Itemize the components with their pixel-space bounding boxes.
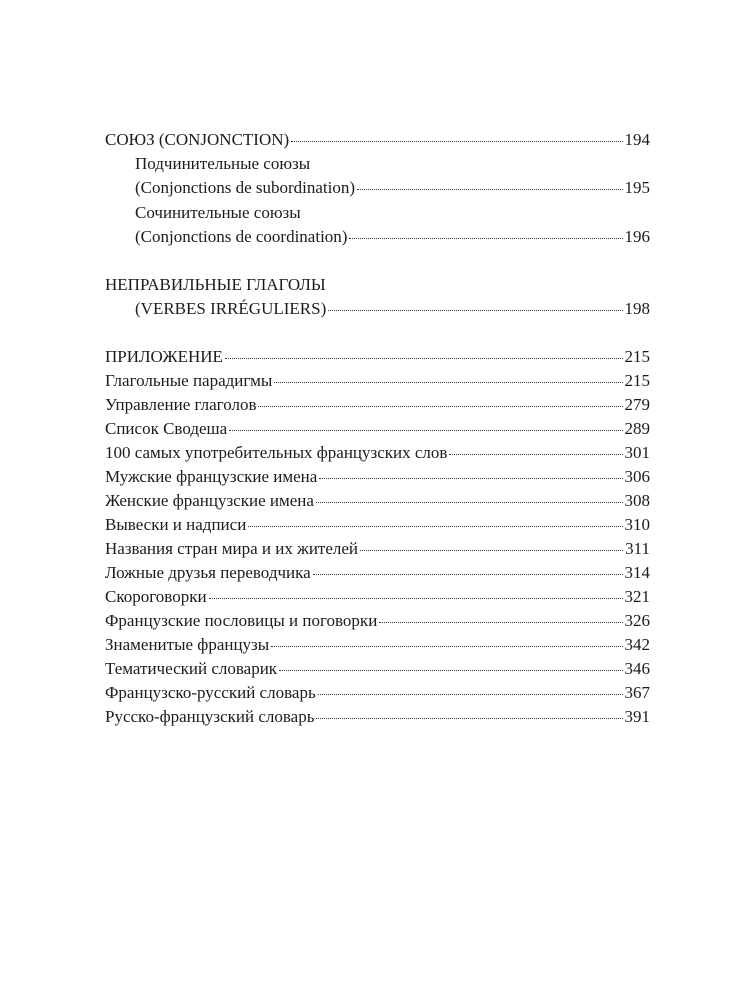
toc-page-number: 194	[624, 130, 650, 149]
toc-subentry-coordination[interactable]	[135, 225, 650, 249]
toc-leader-dots	[318, 694, 623, 695]
toc-leader-dots	[349, 238, 622, 239]
toc-appendix-item[interactable]	[105, 441, 650, 465]
toc-entry-title: (VERBES IRRÉGULIERS)	[135, 299, 327, 318]
toc-subentry-title: (Conjonctions de coordination)	[135, 227, 348, 246]
toc-page-number: 314	[624, 563, 650, 582]
toc-leader-dots	[258, 406, 622, 407]
toc-page-number: 215	[624, 347, 650, 366]
toc-entry-conjonction[interactable]	[105, 128, 650, 152]
toc-leader-dots	[209, 598, 623, 599]
toc-page-number: 301	[624, 443, 650, 462]
toc-item-label: Мужские французские имена	[105, 467, 318, 486]
toc-page-number: 326	[624, 611, 650, 630]
toc-item-label: Скороговорки	[105, 587, 207, 606]
toc-page-number: 215	[624, 371, 650, 390]
toc-leader-dots	[225, 358, 623, 359]
toc-leader-dots	[316, 718, 622, 719]
toc-item-label: Тематический словарик	[105, 659, 278, 678]
toc-item-label: Французско-русский словарь	[105, 683, 316, 702]
toc-page-number: 310	[624, 515, 650, 534]
toc-leader-dots	[271, 646, 622, 647]
toc-appendix-item[interactable]	[105, 561, 650, 585]
toc-page-number: 198	[624, 299, 650, 318]
toc-subentry-subordination[interactable]	[135, 176, 650, 200]
toc-entry-title: НЕПРАВИЛЬНЫЕ ГЛАГОЛЫ	[105, 275, 326, 294]
toc-appendix-item[interactable]	[105, 657, 650, 681]
toc-page-number: 367	[624, 683, 650, 702]
toc-appendix-item[interactable]	[105, 705, 650, 729]
toc-item-label: Список Сводеша	[105, 419, 228, 438]
toc-leader-dots	[248, 526, 622, 527]
toc-item-label: Названия стран мира и их жителей	[105, 539, 359, 558]
toc-appendix-item[interactable]	[105, 609, 650, 633]
toc-entry-title: ПРИЛОЖЕНИЕ	[105, 347, 223, 366]
toc-leader-dots	[360, 550, 623, 551]
toc-item-label: Ложные друзья переводчика	[105, 563, 311, 582]
toc-appendix-item[interactable]	[105, 681, 650, 705]
toc-item-label: 100 самых употребительных французских слов	[105, 443, 448, 462]
toc-item-label: Женские французские имена	[105, 491, 314, 510]
toc-item-label: Управление глаголов	[105, 395, 257, 414]
toc-item-label: Глагольные парадигмы	[105, 371, 273, 390]
toc-page-number: 391	[624, 707, 650, 726]
toc-appendix-item[interactable]	[105, 489, 650, 513]
toc-page-number: 196	[624, 227, 650, 246]
toc-page-number: 342	[624, 635, 650, 654]
toc-page-number: 195	[624, 178, 650, 197]
toc-entry-appendix[interactable]	[105, 345, 650, 369]
toc-leader-dots	[357, 189, 622, 190]
toc-page-number: 308	[624, 491, 650, 510]
toc-appendix-item[interactable]	[105, 633, 650, 657]
toc-leader-dots	[313, 574, 623, 575]
toc-entry-verbes-irreguliers[interactable]	[135, 297, 650, 321]
toc-subentry-title: Подчинительные союзы	[135, 154, 311, 173]
toc-subentry-title: (Conjonctions de subordination)	[135, 178, 356, 197]
toc-page-number: 321	[624, 587, 650, 606]
toc-item-label: Знаменитые французы	[105, 635, 270, 654]
toc-item-label: Французские пословицы и поговорки	[105, 611, 378, 630]
toc-appendix-item[interactable]	[105, 465, 650, 489]
toc-leader-dots	[316, 502, 623, 503]
toc-page-number: 311	[625, 539, 650, 558]
toc-appendix-item[interactable]	[105, 513, 650, 537]
toc-appendix-item[interactable]	[105, 417, 650, 441]
toc-page-number: 279	[624, 395, 650, 414]
toc-leader-dots	[229, 430, 622, 431]
toc-page-number: 306	[624, 467, 650, 486]
toc-item-label: Русско-французский словарь	[105, 707, 315, 726]
toc-page-number: 289	[624, 419, 650, 438]
toc-subentry-title: Сочинительные союзы	[135, 203, 301, 222]
toc-appendix-item[interactable]	[105, 537, 650, 561]
toc-leader-dots	[379, 622, 622, 623]
toc-appendix-item[interactable]	[105, 393, 650, 417]
toc-leader-dots	[274, 382, 622, 383]
toc-leader-dots	[328, 310, 622, 311]
toc-leader-dots	[319, 478, 622, 479]
toc-leader-dots	[291, 141, 622, 142]
toc-page-number: 346	[624, 659, 650, 678]
toc-entry-title: СОЮЗ (CONJONCTION)	[105, 130, 290, 149]
toc-leader-dots	[279, 670, 622, 671]
toc-leader-dots	[449, 454, 622, 455]
toc-item-label: Вывески и надписи	[105, 515, 247, 534]
toc-appendix-item[interactable]	[105, 369, 650, 393]
toc-appendix-item[interactable]	[105, 585, 650, 609]
